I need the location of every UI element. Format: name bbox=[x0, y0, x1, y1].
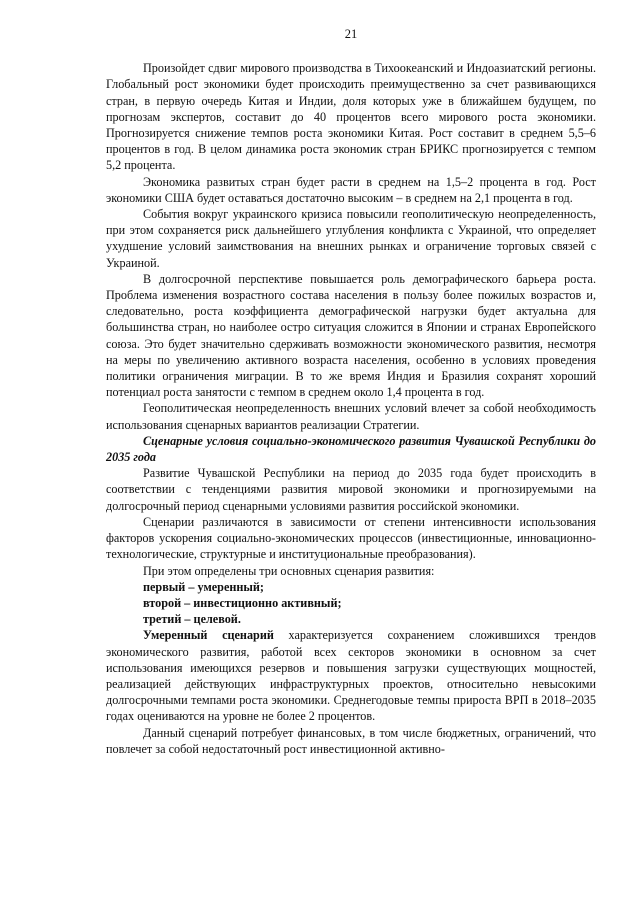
moderate-scenario-description: характеризуется сохранением сложившихся трендов экономического развития, работой всех секторов экономики в основном за счет использования имеющихся резервов и повышения загрузки существующих мощностей, реализацией действующих инфраструктурных проектов, относительно невысокими долгосрочными темпами роста экономики. Среднегодовые темпы прироста ВРП в 2018–2035 годах оцениваются на уровне не более 2 процентов. bbox=[106, 628, 596, 724]
scenario-item-target: третий – целевой. bbox=[143, 612, 241, 627]
paragraph-world-production-shift: Произойдет сдвиг мирового производства в Тихоокеанский и Индоазиатский регионы. Глобальный рост экономики будет происходить преимущественно за счет развивающихся стран, в первую очередь Китая и Индии, доля которых уже в ближайшем будущем, по прогнозам экспертов, составит до 40 процентов всего мирового роста экономики. Прогнозируется снижение темпов роста экономики Китая. Рост составит в среднем 5,5–6 процентов в год. В целом динамика роста экономик стран БРИКС прогнозируется с темпом 5,2 процента. bbox=[106, 61, 596, 173]
paragraph-developed-economies: Экономика развитых стран будет расти в среднем на 1,5–2 процента в год. Рост экономики США будет оставаться достаточно высоким – в среднем на 2,1 процента в год. bbox=[106, 174, 596, 205]
moderate-scenario-term: Умеренный сценарий bbox=[143, 628, 274, 643]
scenario-item-moderate: первый – умеренный; bbox=[143, 579, 264, 594]
paragraph-financial-constraints: Данный сценарий потребует финансовых, в том числе бюджетных, ограничений, что повлечет за собой недостаточный рост инвестиционной активно- bbox=[106, 725, 596, 756]
section-heading: Сценарные условия социально-экономического развития Чувашской Республики до 2035 года bbox=[106, 433, 596, 465]
paragraph-demographic-barrier: В долгосрочной перспективе повышается роль демографического барьера роста. Проблема изменения возрастного состава населения в пользу более пожилых возрастов и, следовательно, роста коэффициента демографической нагрузки будет актуальна для большинства стран, но наиболее остро ситуация сложится в Японии и странах Европейского союза. Это будет значительно сдерживать возможности экономического развития, несмотря на меры по увеличению активного возраста населения, особенно в условиях проведения политики ограничения миграции. В то же время Индия и Бразилия сохранят хороший потенциал роста занятости с темпом в среднем около 1,4 процента в год. bbox=[106, 271, 596, 400]
document-page bbox=[106, 26, 596, 757]
paragraph-three-scenarios: При этом определены три основных сценария развития: bbox=[143, 563, 435, 578]
scenario-item-investment: второй – инвестиционно активный; bbox=[143, 595, 342, 610]
page-number: 21 bbox=[344, 27, 358, 41]
paragraph-moderate-scenario bbox=[106, 627, 596, 724]
paragraph-scenarios-differ: Сценарии различаются в зависимости от степени интенсивности использования факторов ускорения социально-экономических процессов (инвестиционные, инновационно-технологические, структурные и институциональные преобразования). bbox=[106, 514, 596, 562]
paragraph-ukraine-crisis: События вокруг украинского кризиса повысили геополитическую неопределенность, при этом сохраняется риск дальнейшего углубления конфликта с Украиной, что определяет ухудшение условий заимствования на внешних рынках и ограничение торговых связей с Украиной. bbox=[106, 207, 596, 270]
paragraph-geopolitical-uncertainty: Геополитическая неопределенность внешних условий влечет за собой необходимость использования сценарных вариантов реализации Стратегии. bbox=[106, 401, 596, 432]
paragraph-chuvash-development: Развитие Чувашской Республики на период до 2035 года будет происходить в соответствии с тенденциями развития мировой экономики и прогнозируемыми на долгосрочный период сценарными условиями развития российской экономики. bbox=[106, 466, 596, 513]
